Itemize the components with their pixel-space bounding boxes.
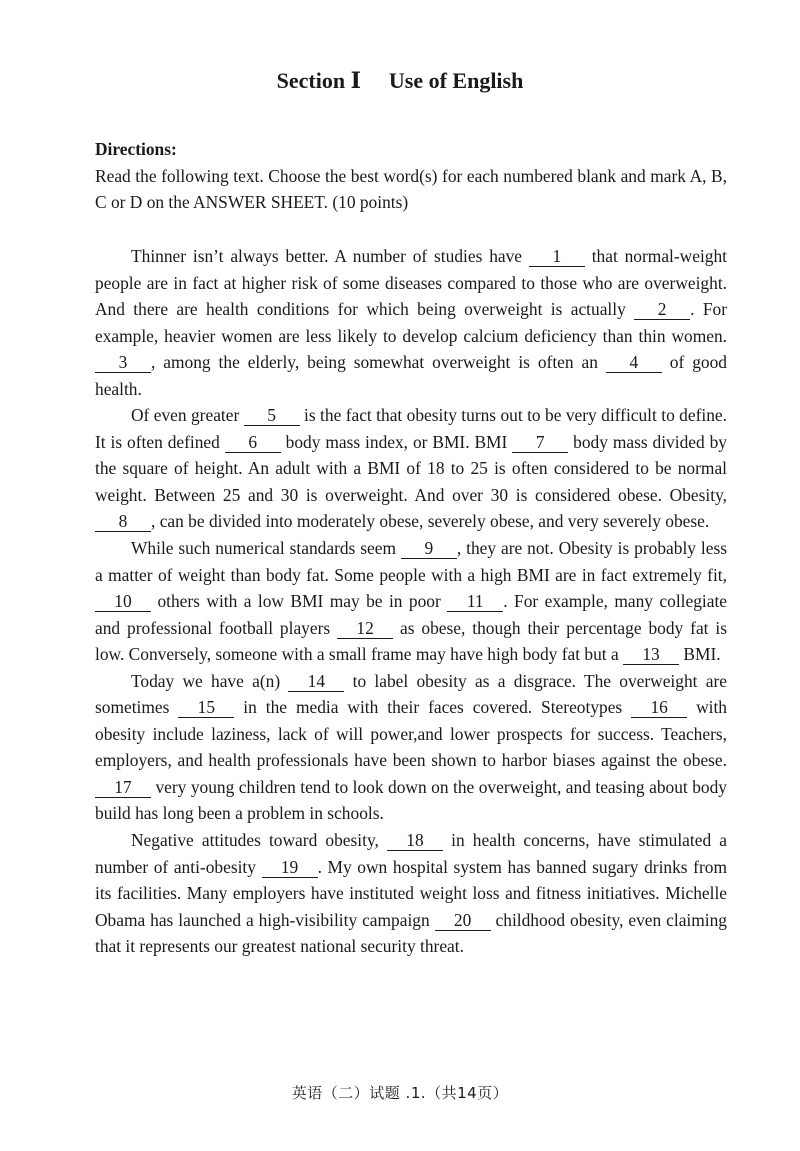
paragraph-2 <box>95 402 727 535</box>
blank-12: 12 <box>337 619 393 639</box>
passage-text: . My own hospital system has banned sugary drinks from its facilities. Many employers have instituted weight loss and fitness initiatives. Michelle Obama has launched a high-visibility campaign <box>95 856 727 930</box>
blank-13: 13 <box>623 645 679 665</box>
blank-14: 14 <box>288 672 344 692</box>
passage-text: in health concerns, have stimulated a number of anti-obesity <box>95 830 727 877</box>
passage-text: While such numerical standards seem <box>131 538 401 559</box>
passage-text: , among the elderly, being somewhat overweight is often an <box>151 352 606 373</box>
blank-16: 16 <box>631 698 687 718</box>
blank-15: 15 <box>178 698 234 718</box>
passage-text: Negative attitudes toward obesity, <box>131 830 387 851</box>
blank-3: 3 <box>95 353 151 373</box>
passage-text: body mass divided by the square of height. An adult with a BMI of 18 to 25 is often considered to be normal weight. Between 25 and 30 is overweight. And over 30 is considered obese. Obesity, <box>95 431 727 505</box>
directions-text: Read the following text. Choose the best word(s) for each numbered blank and mark A, B, C or D on the ANSWER SHEET. (10 points) <box>95 165 727 212</box>
section-name: Use of English <box>388 68 524 93</box>
passage-text: , they are not. Obesity is probably less a matter of weight than body fat. Some people with a high BMI are in fact extremely fit, <box>95 538 727 585</box>
passage-text: BMI. <box>679 644 721 665</box>
blank-6: 6 <box>225 433 281 453</box>
passage-text: Today we have a(n) <box>131 670 289 691</box>
section-title <box>0 66 800 96</box>
passage-text: with obesity include laziness, lack of will power,and lower prospects for success. Teachers, employers, and health professionals have been shown to harbor biases against the obese. <box>95 697 728 771</box>
passage-text: very young children tend to look down on the overweight, and teasing about body build has long been a problem in schools. <box>95 776 727 824</box>
passage-text: Of even greater <box>131 405 244 426</box>
blank-17: 17 <box>95 778 151 798</box>
blank-11: 11 <box>447 592 503 612</box>
passage-text: that normal-weight people are in fact at higher risk of some diseases compared to those who are overweight. And there are health conditions for which being overweight is actually <box>95 246 727 320</box>
paragraph-4 <box>95 668 727 827</box>
paragraph-5 <box>95 827 727 960</box>
page-footer: 英语（二）试题 .1.（共14页） <box>291 1084 509 1102</box>
blank-18: 18 <box>387 831 443 851</box>
passage-text: of good health. <box>95 352 728 399</box>
blank-4: 4 <box>606 353 662 373</box>
section-number: Section Ⅰ <box>276 68 361 93</box>
paragraph-1 <box>95 243 727 402</box>
cloze-passage <box>95 243 727 960</box>
blank-7: 7 <box>512 433 568 453</box>
passage-text: . For example, many collegiate and professional football players <box>95 591 727 638</box>
passage-text: Thinner isn’t always better. A number of studies have <box>131 246 529 266</box>
directions-block <box>95 136 727 216</box>
directions-heading: Directions: <box>95 139 177 159</box>
passage-text: , can be divided into moderately obese, severely obese, and very severely obese. <box>151 511 710 532</box>
blank-9: 9 <box>401 539 457 559</box>
passage-text: others with a low BMI may be in poor <box>151 591 448 612</box>
blank-10: 10 <box>95 592 151 612</box>
blank-20: 20 <box>435 911 491 931</box>
blank-2: 2 <box>634 300 690 320</box>
passage-text: childhood obesity, even claiming that it represents our greatest national security threat. <box>95 909 727 957</box>
passage-text: in the media with their faces covered. Stereotypes <box>234 697 632 718</box>
passage-text: . For example, heavier women are less likely to develop calcium deficiency than thin women. <box>95 299 728 346</box>
blank-8: 8 <box>95 512 151 532</box>
blank-1: 1 <box>529 247 585 267</box>
paragraph-3 <box>95 535 727 668</box>
blank-19: 19 <box>262 858 318 878</box>
passage-text: to label obesity as a disgrace. The overweight are sometimes <box>95 670 727 718</box>
blank-5: 5 <box>244 406 300 426</box>
passage-text: body mass index, or BMI. BMI <box>280 431 513 452</box>
passage-text: as obese, though their percentage body fat is low. Conversely, someone with a small frame may have high body fat but a <box>95 617 728 665</box>
passage-text: is the fact that obesity turns out to be very difficult to define. It is often defined <box>95 405 727 452</box>
